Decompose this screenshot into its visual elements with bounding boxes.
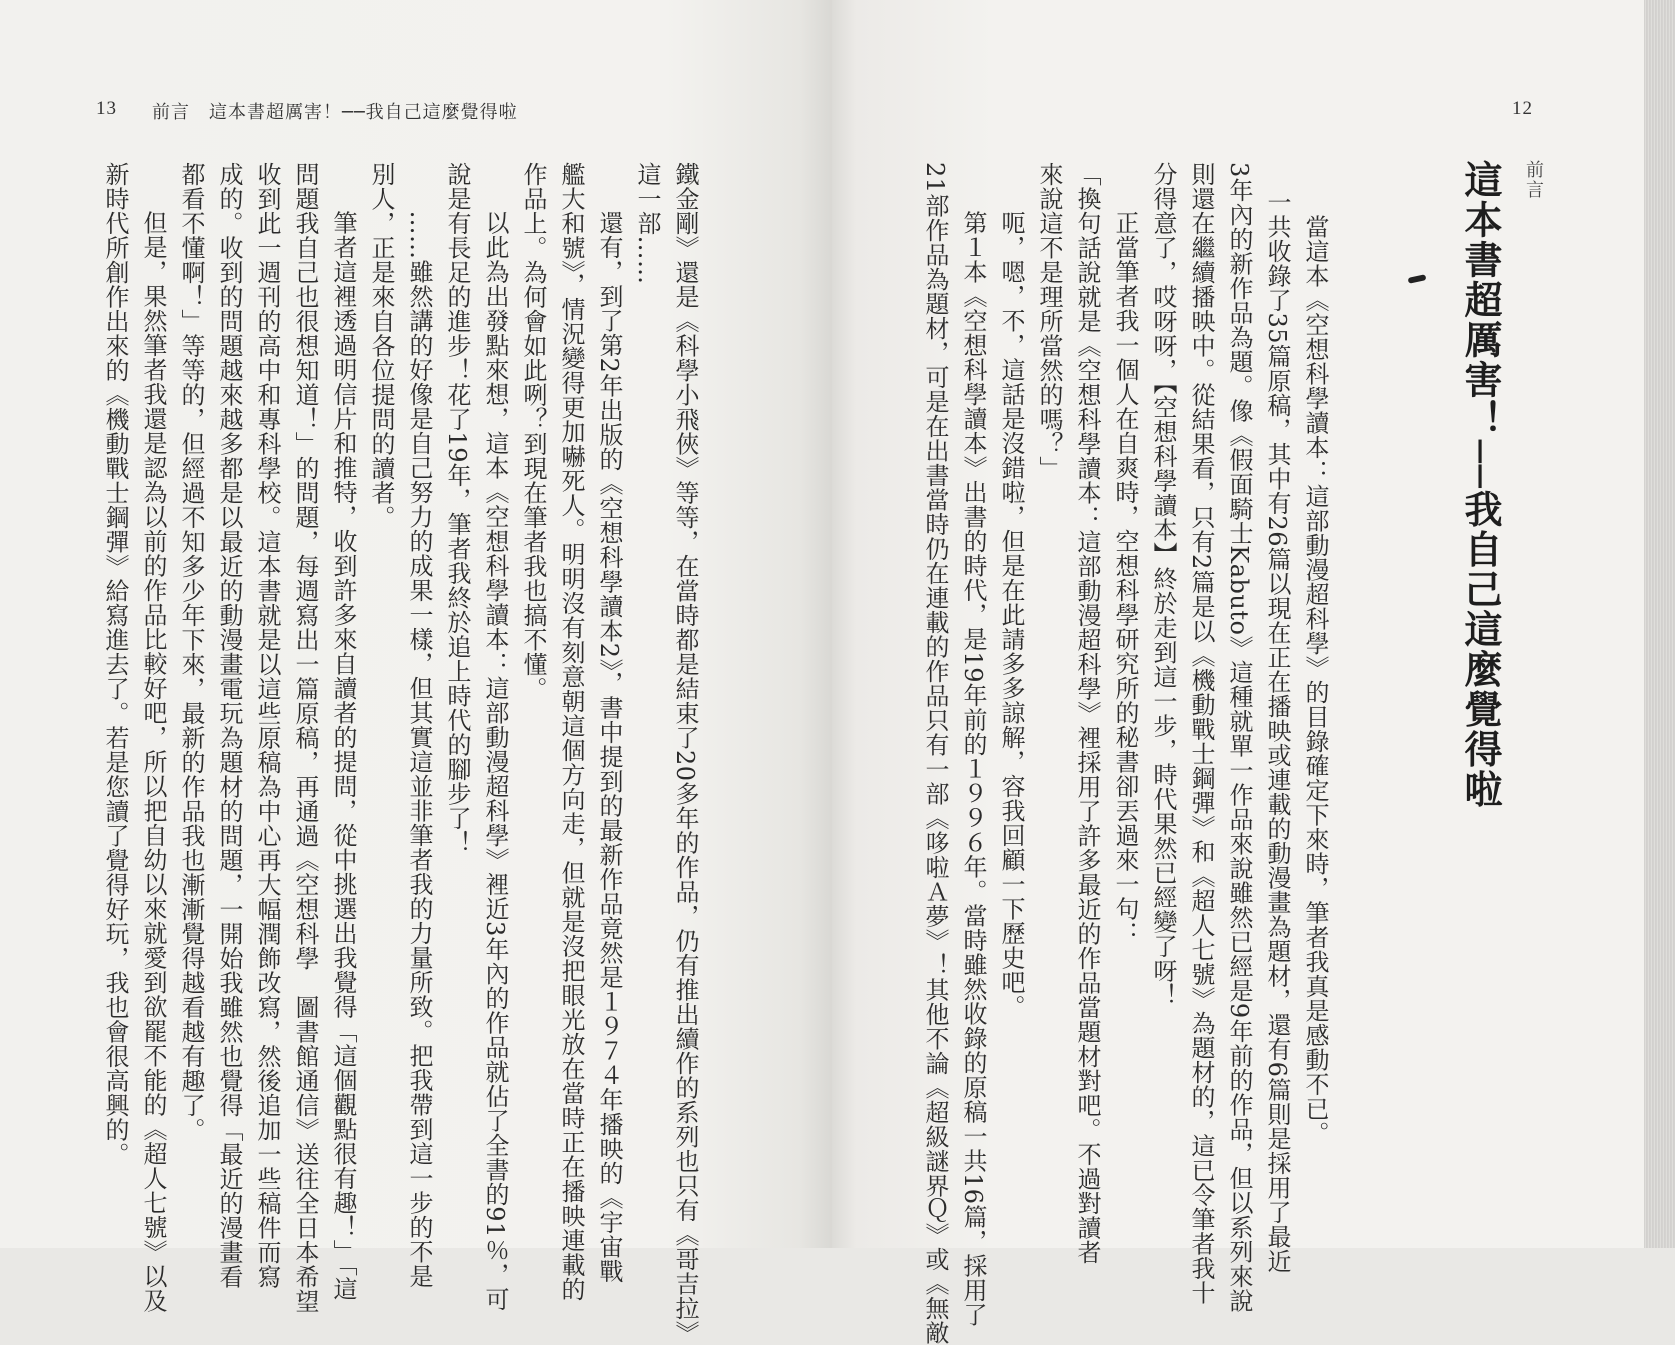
right-text-column: 第１本《空想科學讀本》出書的時代，是19年前的１９９６年。當時雖然收錄的原稿一共16篇，採用了 <box>959 186 987 1328</box>
left-text-column: 都看不懂啊！」等等的，但經過不知多少年下來，最新的作品我也漸漸覺得越看越有趣了。 <box>177 162 205 1142</box>
left-text-column: ……雖然講的好像是自己努力的成果一樣，但其實這並非筆者我的力量所致。把我帶到這一步的不是 <box>405 186 433 1289</box>
left-text-column: 作品上。為何會如此咧？到現在筆者我也搞不懂。 <box>519 162 547 701</box>
left-page-number: 13 <box>96 98 117 119</box>
left-text-column: 問題我自己也很想知道！」的問題，每週寫出一篇原稿，再通過《空想科學 圖書館通信》送往全日本希望 <box>291 162 319 1314</box>
page-edges <box>1644 0 1675 1248</box>
left-text-column: 艦大和號》，情況變得更加嚇死人。明明沒有刻意朝這個方向走，但就是沒把眼光放在當時正在播映連載的 <box>557 162 585 1302</box>
left-text-column: 說是有長足的進步！花了19年，筆者我終於追上時代的腳步了！ <box>443 162 471 856</box>
section-label: 前言 <box>1523 160 1544 200</box>
left-text-column: 鐵金剛》還是《科學小飛俠》等等，在當時都是結束了20多年的作品，仍有推出續作的系列也只有《哥吉拉》 <box>671 162 699 1345</box>
right-text-column: 正當筆者我一個人在自爽時，空想科學研究所的秘書卻丟過來一句： <box>1111 186 1139 946</box>
right-text-column: 呃，嗯，不，這話是沒錯啦，但是在此請多多諒解，容我回顧一下歷史吧。 <box>997 186 1025 1019</box>
right-text-column: 則還在繼續播映中。從結果看，只有2篇是以《機動戰士鋼彈》和《超人七號》為題材的，這已令筆者我十 <box>1187 162 1215 1305</box>
left-text-column: 但是，果然筆者我還是認為以前的作品比較好吧，所以把自幼以來就愛到欲罷不能的《超人七號》以及 <box>139 186 167 1313</box>
right-page-number: 12 <box>1512 98 1533 119</box>
right-text-column: 一共收錄了35篇原稿，其中有26篇以現在正在播映或連載的動漫畫為題材，還有6篇則是採用了最近 <box>1263 190 1291 1274</box>
right-text-column: 來說這不是理所當然的嗎？」 <box>1035 162 1063 481</box>
left-running-header: 前言 這本書超厲害！──我自己這麼覺得啦 <box>152 102 518 123</box>
right-text-column: 21部作品為題材，可是在出書當時仍在連載的作品只有一部《哆啦Ａ夢》！其他不論《超級謎界Ｑ》或《無敵 <box>921 162 949 1345</box>
left-text-column: 成的。收到的問題越來越多都是以最近的動漫畫電玩為題材的問題，一開始我雖然也覺得「最近的漫畫看 <box>215 162 243 1289</box>
right-text-column: 「換句話說就是《空想科學讀本：這部動漫超科學》裡採用了許多最近的作品當題材對吧。不過對讀者 <box>1073 162 1101 1265</box>
left-text-column: 還有，到了第2年出版的《空想科學讀本2》，書中提到的最新作品竟然是１９７４年播映的《宇宙戰 <box>595 186 623 1284</box>
chapter-title: 這本書超厲害！──我自己這麼覺得啦 <box>1458 160 1503 810</box>
right-text-column: 分得意了，哎呀呀，【空想科學讀本】終於走到這一步，時代果然已經變了呀！ <box>1149 162 1177 1008</box>
right-text-column: 當這本《空想科學讀本：這部動漫超科學》的目錄確定下來時，筆者我真是感動不已。 <box>1301 190 1329 1146</box>
left-text-column: 以此為出發點來想，這本《空想科學讀本：這部動漫超科學》裡近3年內的作品就佔了全書的91％，可 <box>481 186 509 1312</box>
left-text-column: 收到此一週刊的高中和專科學校。這本書就是以這些原稿為中心再大幅潤飾改寫，然後追加一些稿件而寫 <box>253 162 281 1289</box>
left-text-column: 筆者這裡透過明信片和推特，收到許多來自讀者的提問，從中挑選出我覺得「這個觀點很有趣！」「這 <box>329 186 357 1301</box>
right-text-column: 3年內的新作品為題。像《假面騎士Kabuto》這種就單一作品來說雖然已經是9年前的作品，但以系列來說 <box>1225 162 1253 1313</box>
left-text-column: 別人，正是來自各位提問的讀者。 <box>367 162 395 530</box>
left-text-column: 這一部…… <box>633 162 661 285</box>
left-text-column: 新時代所創作出來的《機動戰士鋼彈》給寫進去了。若是您讀了覺得好玩，我也會很高興的。 <box>101 162 129 1167</box>
